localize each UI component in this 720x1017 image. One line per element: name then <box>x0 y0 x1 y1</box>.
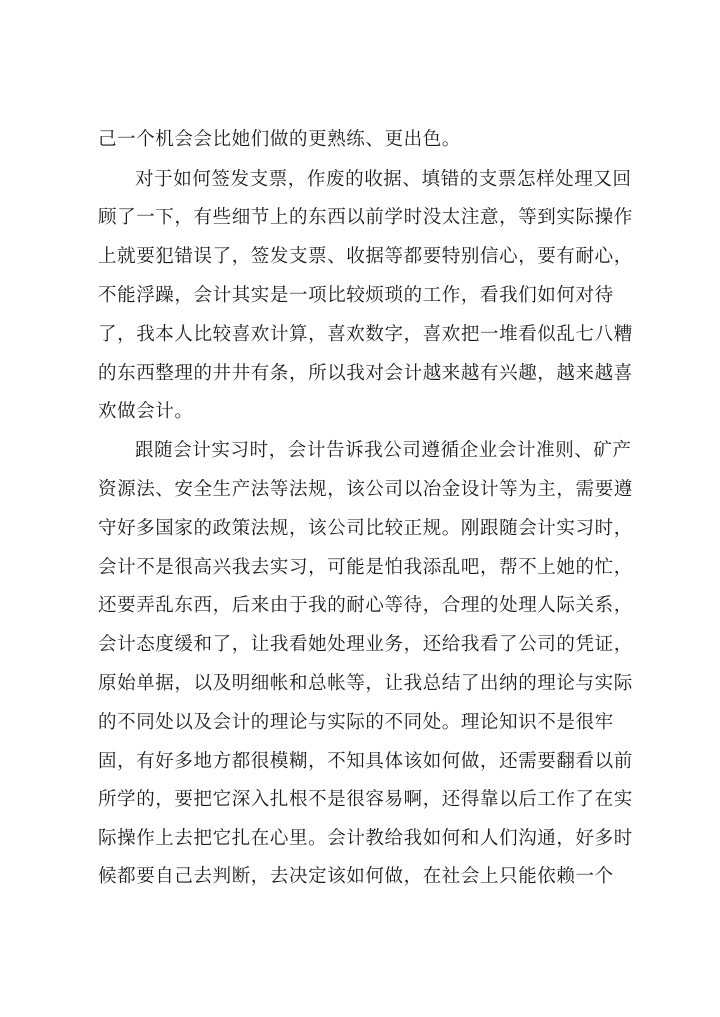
text-line: 际操作上去把它扎在心里。会计教给我如何和人们沟通，好多时 <box>98 828 633 849</box>
text-line: 顾了一下，有些细节上的东西以前学时没太注意，等到实际操作 <box>98 207 633 228</box>
text-line: 固，有好多地方都很模糊，不知具体该如何做，还需要翻看以前 <box>98 751 633 772</box>
text-line: 还要弄乱东西，后来由于我的耐心等待，合理的处理人际关系， <box>98 595 633 616</box>
text-line: 的不同处以及会计的理论与实际的不同处。理论知识不是很牢 <box>98 712 614 733</box>
text-line: 所学的，要把它深入扎根不是很容易啊，还得靠以后工作了在实 <box>98 789 633 810</box>
text-line: 原始单据，以及明细帐和总帐等，让我总结了出纳的理论与实际 <box>98 673 633 694</box>
text-line: 欢做会计。 <box>98 401 194 422</box>
paragraph-first-line: 跟随会计实习时，会计告诉我公司遵循企业会计准则、矿产 <box>135 440 632 461</box>
text-line: 候都要自己去判断，去决定该如何做，在社会上只能依赖一个 <box>98 866 614 887</box>
text-line: 资源法、安全生产法等法规，该公司以冶金设计等为主，需要遵 <box>98 479 633 500</box>
text-line: 己一个机会会比她们做的更熟练、更出色。 <box>98 129 461 150</box>
text-line: 不能浮躁，会计其实是一项比较烦琐的工作，看我们如何对待 <box>98 285 614 306</box>
paragraph-first-line: 对于如何签发支票，作废的收据、填错的支票怎样处理又回 <box>135 169 632 190</box>
text-line: 上就要犯错误了，签发支票、收据等都要特别信心，要有耐心， <box>98 246 633 267</box>
text-line: 会计不是很高兴我去实习，可能是怕我添乱吧，帮不上她的忙， <box>98 557 633 578</box>
text-line: 了，我本人比较喜欢计算，喜欢数字，喜欢把一堆看似乱七八糟 <box>98 324 633 345</box>
text-line: 会计态度缓和了，让我看她处理业务，还给我看了公司的凭证， <box>98 634 633 655</box>
text-line: 的东西整理的井井有条，所以我对会计越来越有兴趣，越来越喜 <box>98 363 633 384</box>
text-line: 守好多国家的政策法规，该公司比较正规。刚跟随会计实习时， <box>98 518 633 539</box>
